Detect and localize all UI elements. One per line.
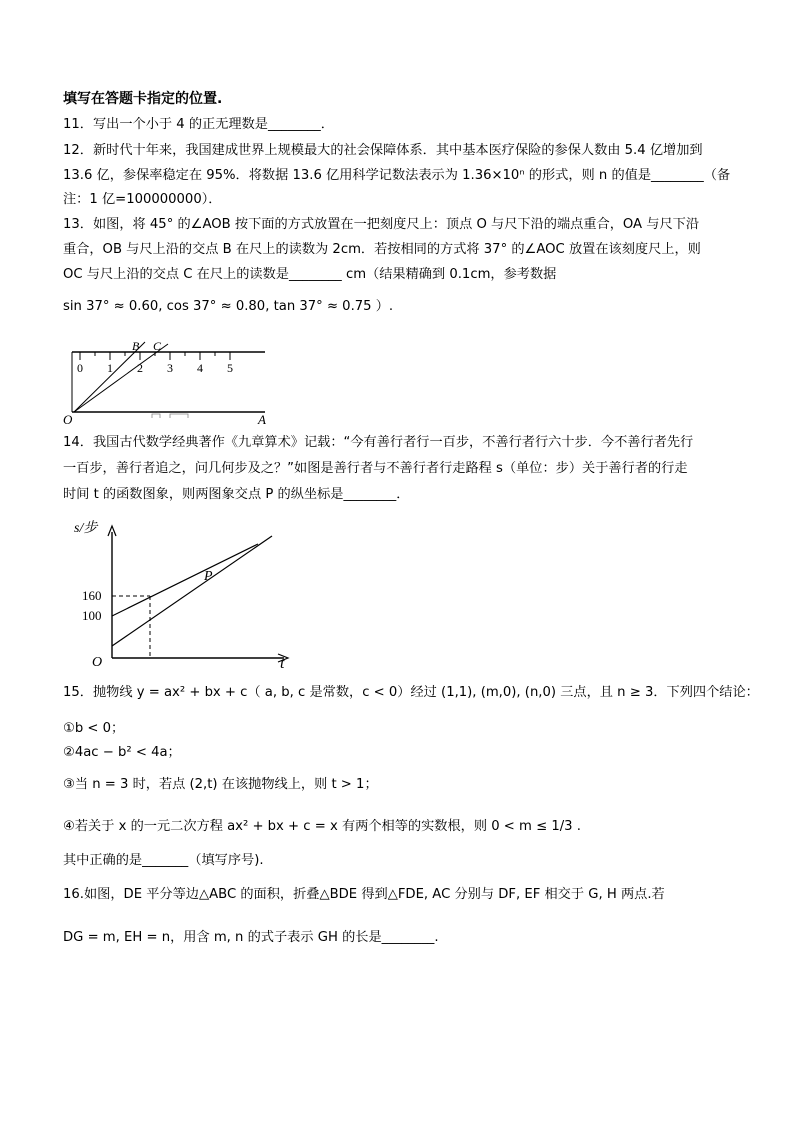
line-good-walker [112,536,272,646]
question-15-stem: 15．抛物线 y = ax² + bx + c（ a, b, c 是常数，c < 0）经过 (1,1), (m,0), (n,0) 三点，且 n ≥ 3．下列四个结论： [63,685,759,700]
question-11: 11．写出一个小于 4 的正无理数是________． [63,117,334,132]
intersection-label-P: P [204,569,213,584]
label-O: O [63,412,73,427]
question-15-option-3: ③当 n = 3 时，若点 (2,t) 在该抛物线上，则 t > 1； [63,777,378,792]
section-header: 填写在答题卡指定的位置. [63,91,223,107]
x-axis-label: t [280,655,285,670]
ruler-figure [60,336,275,428]
ruler-tick-5: 5 [227,361,233,375]
line-slow-walker [112,544,258,616]
question-14-line-2: 一百步，善行者追之，问几何步及之？”如图是善行者与不善行者行走路程 s（单位：步）关于善行者的行走 [63,461,688,476]
question-13-line-2: 重合，OB 与尺上沿的交点 B 在尺上的读数为 2cm．若按相同的方式将 37° 的∠AOC 放置在该刻度尺上，则 [63,242,701,257]
ruler-tick-0: 0 [77,361,83,375]
question-16-line-2: DG = m, EH = n，用含 m, n 的式子表示 GH 的长是________. [63,930,439,945]
question-15-answer-prompt: 其中正确的是_______（填写序号). [63,853,264,868]
question-15-option-1: ①b < 0； [63,721,125,736]
distance-time-graph [62,518,302,670]
question-13-line-1: 13．如图，将 45° 的∠AOB 按下面的方式放置在一把刻度尺上：顶点 O 与尺下沿的端点重合，OA 与尺下沿 [63,217,700,232]
y-axis-label: s/步 [74,521,98,536]
question-13-line-3: OC 与尺上沿的交点 C 在尺上的读数是________ cm（结果精确到 0.1cm，参考数据 [63,267,557,282]
origin-label: O [92,655,103,670]
label-C: C [153,339,162,353]
label-B: B [132,339,140,353]
y-tick-100: 100 [82,608,102,623]
question-12-line-3: 注：1 亿=100000000）． [63,192,222,207]
y-tick-160: 160 [82,588,102,603]
question-12-line-2: 13.6 亿，参保率稳定在 95%．将数据 13.6 亿用科学记数法表示为 1.36×10ⁿ 的形式，则 n 的值是________（备 [63,168,731,183]
question-13-line-4: sin 37° ≈ 0.60, cos 37° ≈ 0.80, tan 37° ≈ 0.75 ）. [63,299,394,314]
label-A: A [258,412,266,427]
ruler-tick-3: 3 [167,361,173,375]
question-12-line-1: 12．新时代十年来，我国建成世界上规模最大的社会保障体系．其中基本医疗保险的参保人数由 5.4 亿增加到 [63,143,703,158]
question-15-option-4: ④若关于 x 的一元二次方程 ax² + bx + c = x 有两个相等的实数根，则 0 < m ≤ 1/3 . [63,819,581,834]
question-14-line-3: 时间 t 的函数图象，则两图象交点 P 的纵坐标是________． [63,487,410,502]
question-14-line-1: 14．我国古代数学经典著作《九章算术》记载：“今有善行者行一百步，不善行者行六十步．今不善行者先行 [63,435,694,450]
question-16-line-1: 16.如图，DE 平分等边△ABC 的面积，折叠△BDE 得到△FDE, AC 分别与 DF, EF 相交于 G, H 两点.若 [63,887,665,902]
ruler-tick-2: 2 [137,361,143,375]
ray-OC [74,344,168,412]
question-15-option-2: ②4ac − b² < 4a； [63,745,181,760]
ruler-tick-4: 4 [197,361,203,375]
ruler-tick-1: 1 [107,361,113,375]
